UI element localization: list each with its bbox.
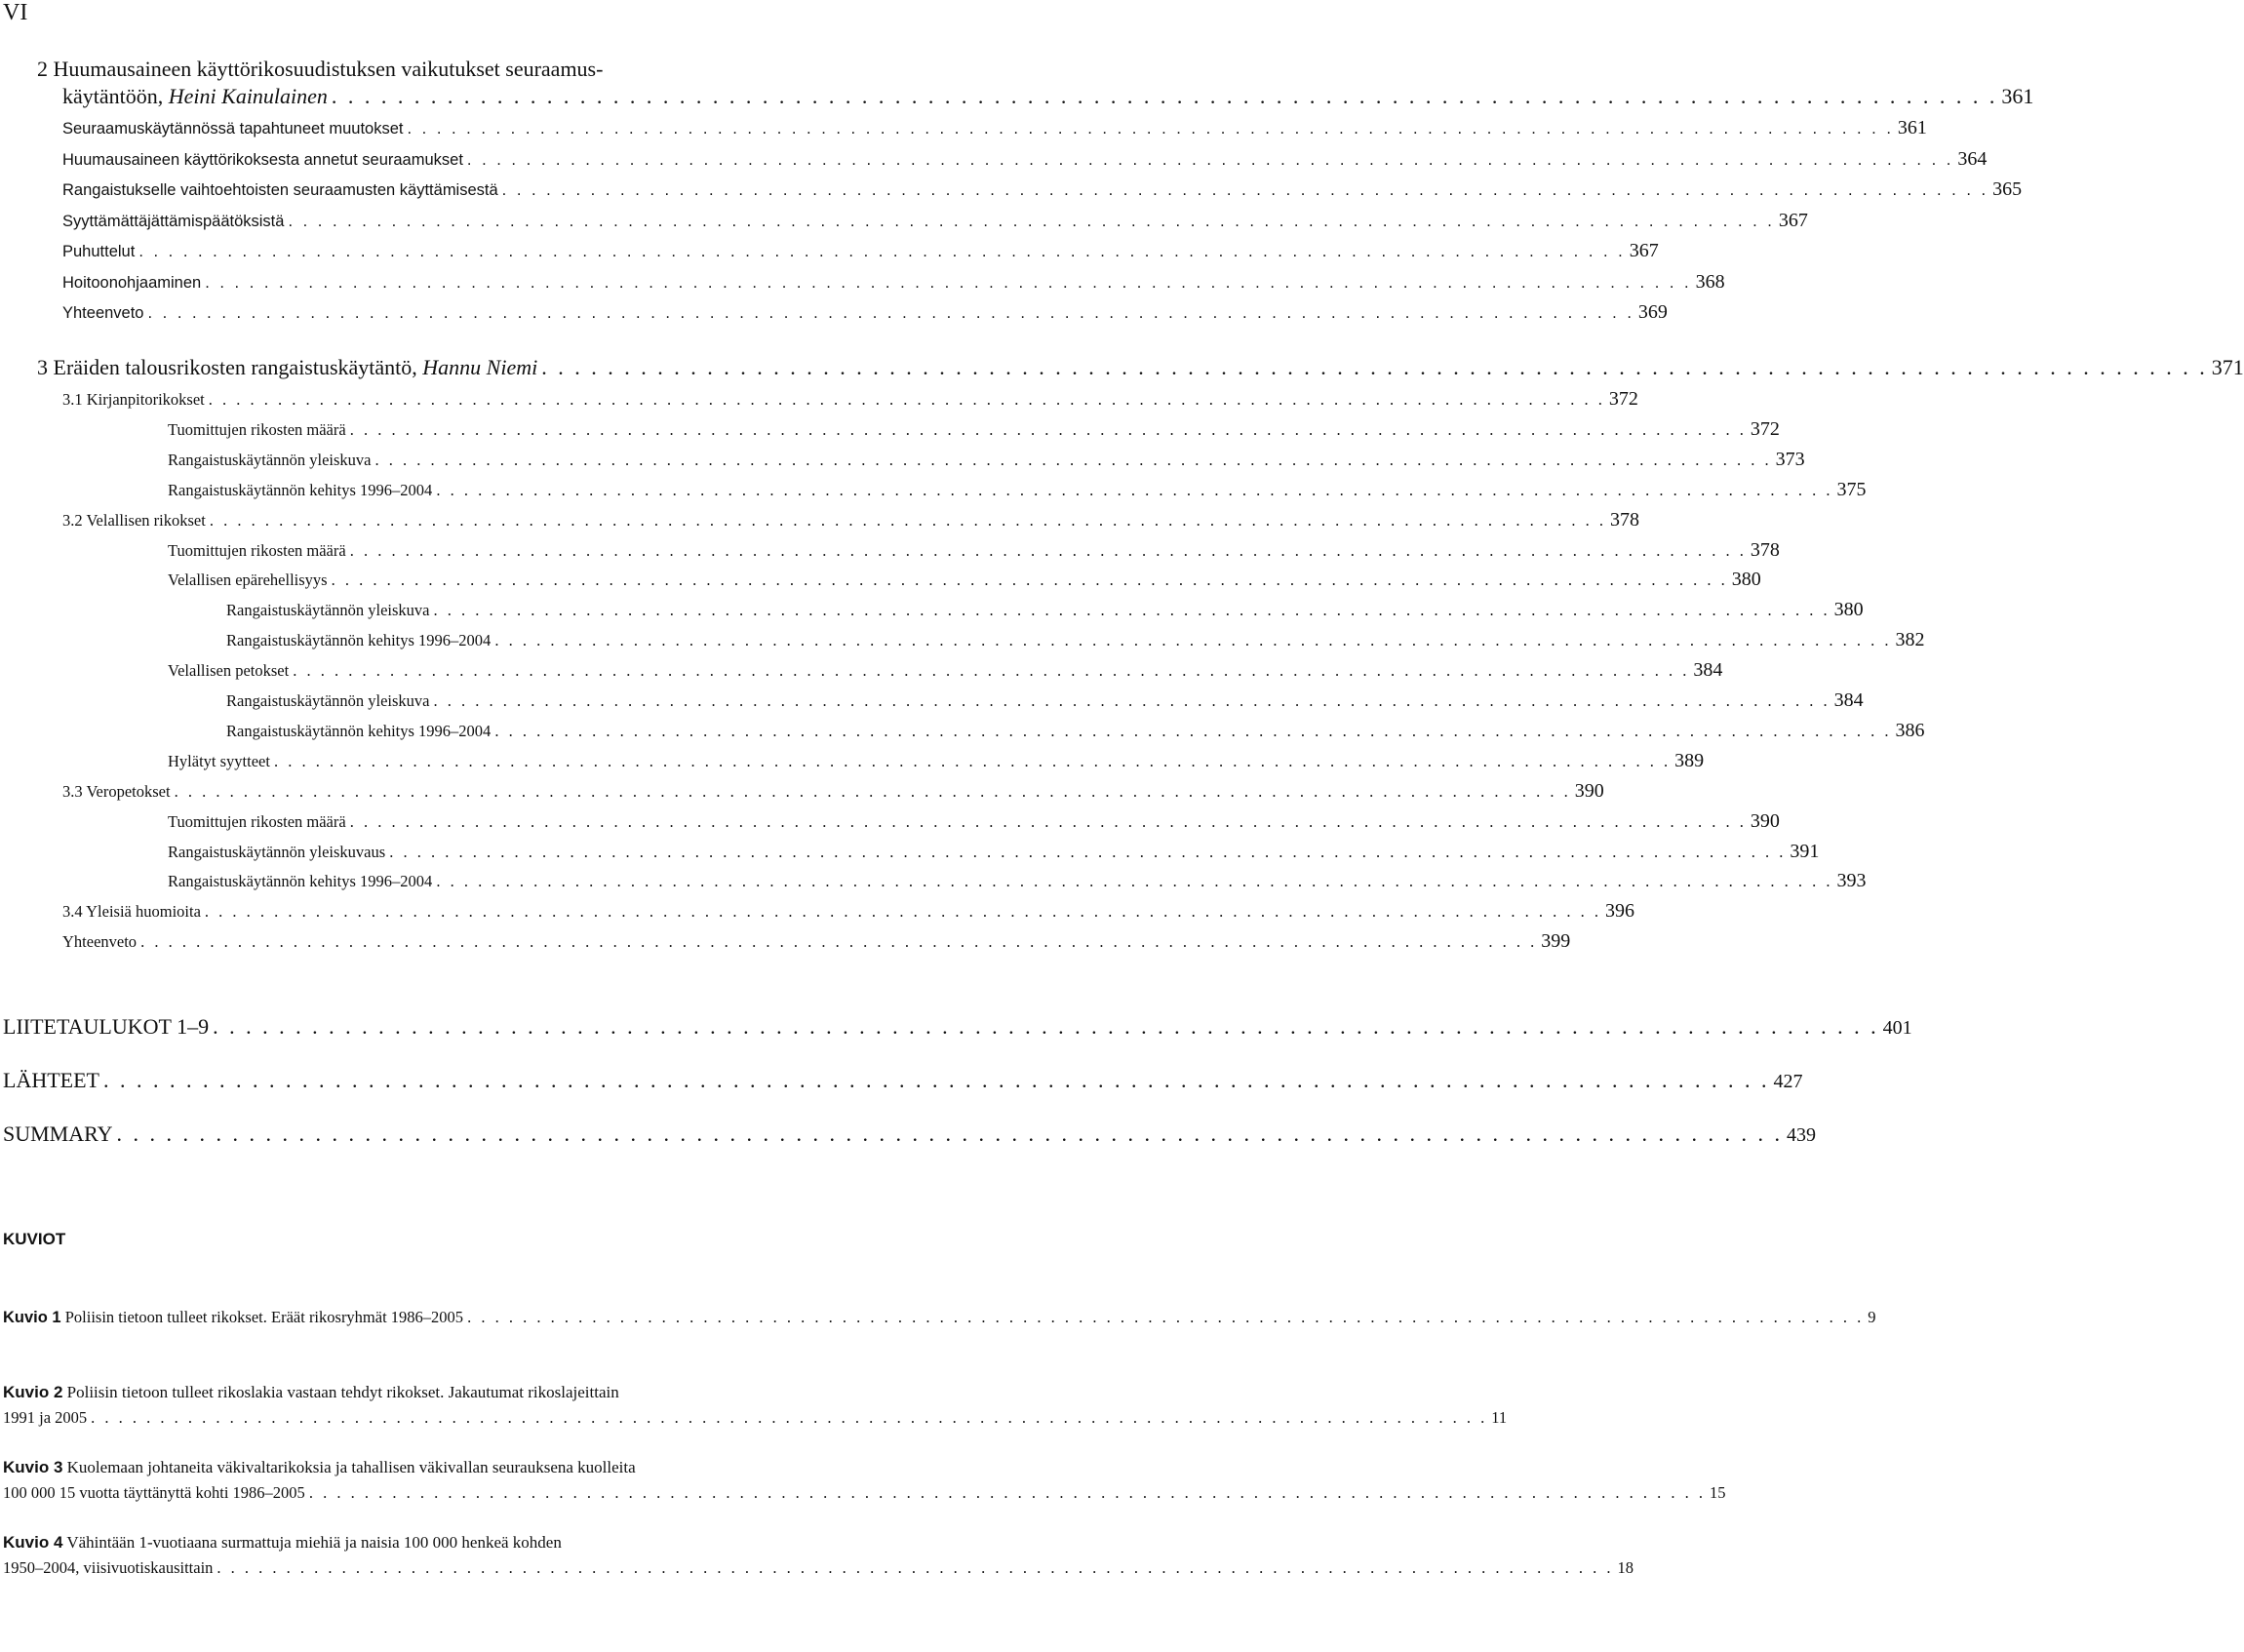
- chapter2-entry[interactable]: [62, 178, 2023, 201]
- chapter2-entry[interactable]: [62, 240, 1659, 262]
- chapter3-entry-label: Tuomittujen rikosten määrä: [168, 811, 346, 831]
- dot-leader: . . . . . . . . . . . . . . . . . . . . . . . . . . . . . . . . . . . . . . . . . . . . . . . . . . . . . . . . . . . . . . . . . . . . . . . . . . . . . . . . . . . . . . . . . . . . . . . . . . . . .: [174, 781, 1571, 801]
- dot-leader: . . . . . . . . . . . . . . . . . . . . . . . . . . . . . . . . . . . . . . . . . . . . . . . . . . . . . . . . . . . . . . . . . . . . . . . . . . . . . . . . . . . . . . . . . . . . . . . . . . . . .: [204, 902, 1602, 922]
- chapter3-entry-page: 386: [1895, 719, 1925, 741]
- dot-leader: . . . . . . . . . . . . . . . . . . . . . . . . . . . . . . . . . . . . . . . . . . . . . . . . . . . . . . . . . . . . . . . . . . . . . . . . . . . . . . . . . . . . . . . . . . . . . . . . . . . . .: [467, 1308, 1865, 1326]
- dot-leader: . . . . . . . . . . . . . . . . . . . . . . . . . . . . . . . . . . . . . . . . . . . . . . . . . . . . . . . . . . . . . . . . . . . . . . . . . . . . . . . . . . . . . . . . . . . . . . . . . . . . .: [213, 1014, 1879, 1039]
- chapter3-entry-page: 384: [1693, 659, 1723, 682]
- chapter2-entry[interactable]: [62, 270, 1725, 294]
- dot-leader: . . . . . . . . . . . . . . . . . . . . . . . . . . . . . . . . . . . . . . . . . . . . . . . . . . . . . . . . . . . . . . . . . . . . . . . . . . . . . . . . . . . . . . . . . . . . . . . . . . . . .: [147, 304, 1634, 322]
- chapter2-entry-page: 368: [1695, 270, 1725, 293]
- dot-leader: . . . . . . . . . . . . . . . . . . . . . . . . . . . . . . . . . . . . . . . . . . . . . . . . . . . . . . . . . . . . . . . . . . . . . . . . . . . . . . . . . . . . . . . . . . . . . . . . . . . . .: [140, 932, 1538, 952]
- appendix-entry-page: 427: [1773, 1071, 1803, 1092]
- figure-tag: Kuvio 1: [3, 1309, 61, 1326]
- dot-leader: . . . . . . . . . . . . . . . . . . . . . . . . . . . . . . . . . . . . . . . . . . . . . . . . . . . . . . . . . . . . . . . . . . . . . . . . . . . . . . . . . . . . . . . . . . . . . . . . . . . . .: [389, 842, 1787, 861]
- appendix-entry-page: 439: [1786, 1124, 1816, 1146]
- figure-entry[interactable]: [3, 1558, 1634, 1578]
- chapter3-entry-label: Rangaistuskäytännön kehitys 1996–2004: [226, 721, 492, 740]
- dot-leader: . . . . . . . . . . . . . . . . . . . . . . . . . . . . . . . . . . . . . . . . . . . . . . . . . . . . . . . . . . . . . . . . . . . . . . . . . . . . . . . . . . . . . . . . . . . . . . . . . . . . .: [541, 355, 2208, 379]
- figure-entry-page: 15: [1709, 1483, 1726, 1502]
- chapter3-entry[interactable]: [168, 538, 1780, 562]
- chapter3-entry-page: 372: [1608, 388, 1638, 410]
- chapter3-entry-label: Tuomittujen rikosten määrä: [168, 419, 346, 439]
- dot-leader: . . . . . . . . . . . . . . . . . . . . . . . . . . . . . . . . . . . . . . . . . . . . . . . . . . . . . . . . . . . . . . . . . . . . . . . . . . . . . . . . . . . . . . . . . . . . . . . . . . . . .: [407, 120, 1894, 138]
- chapter3-entry-label: Velallisen petokset: [168, 661, 290, 681]
- chapter3-entry-label: Rangaistuskäytännön kehitys 1996–2004: [168, 872, 433, 891]
- figure-entry-label: 1991 ja 2005: [3, 1408, 88, 1427]
- chapter3-entry-page: 378: [1609, 508, 1639, 531]
- dot-leader: . . . . . . . . . . . . . . . . . . . . . . . . . . . . . . . . . . . . . . . . . . . . . . . . . . . . . . . . . . . . . . . . . . . . . . . . . . . . . . . . . . . . . . . . . . . . . . . . . . . . .: [349, 419, 1747, 439]
- dot-leader: . . . . . . . . . . . . . . . . . . . . . . . . . . . . . . . . . . . . . . . . . . . . . . . . . . . . . . . . . . . . . . . . . . . . . . . . . . . . . . . . . . . . . . . . . . . . . . . . . . . . .: [208, 390, 1605, 409]
- chapter3-entry-page: 380: [1731, 569, 1761, 591]
- dot-leader: . . . . . . . . . . . . . . . . . . . . . . . . . . . . . . . . . . . . . . . . . . . . . . . . . . . . . . . . . . . . . . . . . . . . . . . . . . . . . . . . . . . . . . . . . . . . . . . . . . . . .: [374, 450, 1772, 469]
- chapter3-entry[interactable]: [168, 809, 1780, 833]
- chapter3-entry-label: Hylätyt syytteet: [168, 751, 270, 770]
- dot-leader: . . . . . . . . . . . . . . . . . . . . . . . . . . . . . . . . . . . . . . . . . . . . . . . . . . . . . . . . . . . . . . . . . . . . . . . . . . . . . . . . . . . . . . . . . . . . . . . . . . . . .: [501, 181, 1989, 199]
- dot-leader: . . . . . . . . . . . . . . . . . . . . . . . . . . . . . . . . . . . . . . . . . . . . . . . . . . . . . . . . . . . . . . . . . . . . . . . . . . . . . . . . . . . . . . . . . . . . . . . . . . . . .: [494, 631, 1892, 650]
- chapter3-entry-label: 3.2 Velallisen rikokset: [62, 510, 206, 530]
- chapter3-entry-page: 391: [1790, 840, 1820, 862]
- chapter3-entry-page: 399: [1541, 930, 1571, 953]
- dot-leader: . . . . . . . . . . . . . . . . . . . . . . . . . . . . . . . . . . . . . . . . . . . . . . . . . . . . . . . . . . . . . . . . . . . . . . . . . . . . . . . . . . . . . . . . . . . . . . . . . . . . .: [466, 150, 1954, 169]
- chapter2-entry-label: Rangaistukselle vaihtoehtoisten seuraamusten käyttämisestä: [62, 181, 498, 199]
- dot-leader: . . . . . . . . . . . . . . . . . . . . . . . . . . . . . . . . . . . . . . . . . . . . . . . . . . . . . . . . . . . . . . . . . . . . . . . . . . . . . . . . . . . . . . . . . . . . . . . . . . . . .: [116, 1121, 1783, 1146]
- figure-entry-page: 11: [1491, 1408, 1508, 1427]
- chapter2-entry-page: 369: [1637, 301, 1668, 323]
- dot-leader: . . . . . . . . . . . . . . . . . . . . . . . . . . . . . . . . . . . . . . . . . . . . . . . . . . . . . . . . . . . . . . . . . . . . . . . . . . . . . . . . . . . . . . . . . . . . . . . . . . . . .: [349, 811, 1747, 831]
- chapter3-entry[interactable]: [168, 870, 1867, 892]
- chapter3-entry-page: 384: [1833, 689, 1864, 711]
- dot-leader: . . . . . . . . . . . . . . . . . . . . . . . . . . . . . . . . . . . . . . . . . . . . . . . . . . . . . . . . . . . . . . . . . . . . . . . . . . . . . . . . . . . . . . . . . . . . . . . . . . . . .: [273, 751, 1672, 770]
- chapter3-entry-label: 3.1 Kirjanpitorikokset: [62, 390, 205, 409]
- chapter3-entry-page: 380: [1833, 599, 1864, 621]
- chapter2-entry-label: Hoitoonohjaaminen: [62, 273, 202, 292]
- chapter3-page: 371: [2211, 355, 2244, 379]
- chapter3-entry-page: 390: [1574, 779, 1604, 802]
- figure-entry[interactable]: [3, 1308, 1876, 1327]
- dot-leader: . . . . . . . . . . . . . . . . . . . . . . . . . . . . . . . . . . . . . . . . . . . . . . . . . . . . . . . . . . . . . . . . . . . . . . . . . . . . . . . . . . . . . . . . . . . . . . . . . . . . .: [217, 1558, 1614, 1577]
- chapter3-entry-label: Rangaistuskäytännön yleiskuva: [226, 601, 430, 620]
- chapter3-entry[interactable]: [62, 508, 1639, 531]
- dot-leader: . . . . . . . . . . . . . . . . . . . . . . . . . . . . . . . . . . . . . . . . . . . . . . . . . . . . . . . . . . . . . . . . . . . . . . . . . . . . . . . . . . . . . . . . . . . . . . . . . . . . .: [102, 1068, 1770, 1092]
- chapter3-entry-label: Yhteenveto: [62, 932, 138, 952]
- chapter2-entry[interactable]: [62, 147, 1988, 171]
- chapter3-entry[interactable]: [62, 900, 1635, 923]
- chapter3-entry[interactable]: [62, 388, 1638, 411]
- chapter2-author: Heini Kainulainen: [168, 84, 328, 108]
- figure-entry-line1: [3, 1383, 619, 1402]
- chapter3-entry-label: Rangaistuskäytännön yleiskuvaus: [168, 842, 386, 861]
- chapter3-entry-label: Tuomittujen rikosten määrä: [168, 540, 346, 560]
- chapter3-entry-label: Rangaistuskäytännön yleiskuva: [226, 691, 430, 710]
- dot-leader: . . . . . . . . . . . . . . . . . . . . . . . . . . . . . . . . . . . . . . . . . . . . . . . . . . . . . . . . . . . . . . . . . . . . . . . . . . . . . . . . . . . . . . . . . . . . . . . . . . . . .: [433, 601, 1831, 620]
- appendix-entry-label: LIITETAULUKOT 1–9: [3, 1014, 210, 1039]
- chapter2-entry-label: Puhuttelut: [62, 243, 136, 260]
- chapter3-entry-label: 3.4 Yleisiä huomioita: [62, 902, 201, 922]
- chapter3-entry-label: Velallisen epärehellisyys: [168, 570, 328, 590]
- dot-leader: . . . . . . . . . . . . . . . . . . . . . . . . . . . . . . . . . . . . . . . . . . . . . . . . . . . . . . . . . . . . . . . . . . . . . . . . . . . . . . . . . . . . . . . . . . . . . . . . . . . . .: [331, 570, 1728, 590]
- figures-heading: KUVIOT: [3, 1230, 66, 1248]
- chapter2-title-prefix: käytäntöön,: [62, 84, 169, 108]
- chapter3-entry[interactable]: [226, 689, 1864, 712]
- chapter2-entry[interactable]: [62, 117, 1927, 139]
- chapter3-entry-page: 396: [1605, 900, 1635, 923]
- figure-entry[interactable]: [3, 1483, 1726, 1503]
- dot-leader: . . . . . . . . . . . . . . . . . . . . . . . . . . . . . . . . . . . . . . . . . . . . . . . . . . . . . . . . . . . . . . . . . . . . . . . . . . . . . . . . . . . . . . . . . . . . . . . . . . . . .: [436, 480, 1833, 499]
- chapter3-entry-page: 393: [1836, 870, 1867, 892]
- page-marker: VI: [3, 0, 28, 25]
- figure-entry-line1: [3, 1458, 636, 1477]
- chapter3-entry[interactable]: [62, 779, 1604, 803]
- figure-caption-line1: Poliisin tietoon tulleet rikoslakia vastaan tehdyt rikokset. Jakautumat rikoslajeittain: [66, 1383, 619, 1401]
- figure-entry-page: 18: [1617, 1558, 1634, 1577]
- figure-caption-line1: Kuolemaan johtaneita väkivaltarikoksia ja tahallisen väkivallan seurauksena kuolleita: [66, 1458, 636, 1476]
- chapter3-title-prefix: 3 Eräiden talousrikosten rangaistuskäytäntö,: [37, 355, 423, 379]
- figure-tag: Kuvio 4: [3, 1533, 63, 1552]
- chapter2-entry-label: Huumausaineen käyttörikoksesta annetut seuraamukset: [62, 150, 463, 169]
- chapter3-entry[interactable]: [226, 599, 1864, 621]
- chapter2-entry[interactable]: [62, 301, 1668, 324]
- chapter2-entry-label: Syyttämättäjättämispäätöksistä: [62, 212, 285, 230]
- figure-tag: Kuvio 3: [3, 1458, 63, 1476]
- chapter3-entry[interactable]: [168, 749, 1705, 772]
- dot-leader: . . . . . . . . . . . . . . . . . . . . . . . . . . . . . . . . . . . . . . . . . . . . . . . . . . . . . . . . . . . . . . . . . . . . . . . . . . . . . . . . . . . . . . . . . . . . . . . . . . . . .: [209, 510, 1606, 530]
- figure-entry-page: 9: [1868, 1308, 1876, 1326]
- figure-entry-label: 1950–2004, viisivuotiskausittain: [3, 1558, 214, 1577]
- chapter3-entry-page: 373: [1775, 448, 1805, 470]
- chapter2-entry[interactable]: [62, 209, 1808, 232]
- chapter3-entry-label: Rangaistuskäytännön yleiskuva: [168, 450, 372, 469]
- figure-caption-line1: Vähintään 1-vuotiaana surmattuja miehiä ja naisia 100 000 henkeä kohden: [66, 1533, 562, 1552]
- dot-leader: . . . . . . . . . . . . . . . . . . . . . . . . . . . . . . . . . . . . . . . . . . . . . . . . . . . . . . . . . . . . . . . . . . . . . . . . . . . . . . . . . . . . . . . . . . . . . . . . . . . . .: [308, 1483, 1706, 1502]
- dot-leader: . . . . . . . . . . . . . . . . . . . . . . . . . . . . . . . . . . . . . . . . . . . . . . . . . . . . . . . . . . . . . . . . . . . . . . . . . . . . . . . . . . . . . . . . . . . . . . . . . . . . .: [205, 273, 1692, 292]
- appendix-entry[interactable]: [3, 1121, 1816, 1147]
- chapter2-entry-page: 364: [1957, 147, 1988, 170]
- dot-leader: . . . . . . . . . . . . . . . . . . . . . . . . . . . . . . . . . . . . . . . . . . . . . . . . . . . . . . . . . . . . . . . . . . . . . . . . . . . . . . . . . . . . . . . . . . . . . . . . . . . . .: [331, 84, 1998, 108]
- dot-leader: . . . . . . . . . . . . . . . . . . . . . . . . . . . . . . . . . . . . . . . . . . . . . . . . . . . . . . . . . . . . . . . . . . . . . . . . . . . . . . . . . . . . . . . . . . . . . . . . . . . . .: [349, 540, 1747, 560]
- dot-leader: . . . . . . . . . . . . . . . . . . . . . . . . . . . . . . . . . . . . . . . . . . . . . . . . . . . . . . . . . . . . . . . . . . . . . . . . . . . . . . . . . . . . . . . . . . . . . . . . . . . . .: [436, 872, 1833, 891]
- figure-entry-line1: [3, 1533, 562, 1553]
- dot-leader: . . . . . . . . . . . . . . . . . . . . . . . . . . . . . . . . . . . . . . . . . . . . . . . . . . . . . . . . . . . . . . . . . . . . . . . . . . . . . . . . . . . . . . . . . . . . . . . . . . . . .: [288, 212, 1775, 230]
- chapter3-entry-page: 390: [1750, 809, 1780, 832]
- chapter3-entry[interactable]: [168, 569, 1761, 591]
- chapter3-title-row[interactable]: [37, 355, 2244, 380]
- chapter3-entry-page: 375: [1836, 478, 1867, 500]
- dot-leader: . . . . . . . . . . . . . . . . . . . . . . . . . . . . . . . . . . . . . . . . . . . . . . . . . . . . . . . . . . . . . . . . . . . . . . . . . . . . . . . . . . . . . . . . . . . . . . . . . . . . .: [293, 661, 1690, 681]
- figure-entry-label: 100 000 15 vuotta täyttänyttä kohti 1986–2005: [3, 1483, 305, 1502]
- chapter2-entry-page: 367: [1629, 240, 1659, 261]
- chapter3-entry-page: 378: [1750, 538, 1780, 561]
- chapter3-author: Hannu Niemi: [422, 355, 538, 379]
- chapter2-page: 361: [2001, 84, 2034, 108]
- chapter3-entry-page: 372: [1750, 417, 1780, 440]
- figure-entry[interactable]: [3, 1408, 1508, 1428]
- chapter2-title-row[interactable]: [62, 84, 2034, 109]
- chapter3-entry[interactable]: [168, 417, 1780, 441]
- chapter3-entry[interactable]: [168, 840, 1820, 863]
- chapter2-title-line1: 2 Huumausaineen käyttörikosuudistuksen vaikutukset seuraamus-: [37, 57, 604, 81]
- appendix-entry-page: 401: [1882, 1017, 1912, 1039]
- figure-tag: Kuvio 2: [3, 1383, 63, 1401]
- appendix-entry[interactable]: [3, 1014, 1912, 1040]
- chapter3-entry[interactable]: [226, 629, 1925, 651]
- chapter3-entry-page: 389: [1674, 749, 1705, 771]
- chapter2-entry-label: Yhteenveto: [62, 304, 144, 322]
- chapter3-entry-label: 3.3 Veropetokset: [62, 781, 171, 801]
- chapter2-entry-label: Seuraamuskäytännössä tapahtuneet muutokset: [62, 120, 404, 138]
- figure-caption-line1: Poliisin tietoon tulleet rikokset. Eräät rikosryhmät 1986–2005: [64, 1308, 464, 1326]
- dot-leader: . . . . . . . . . . . . . . . . . . . . . . . . . . . . . . . . . . . . . . . . . . . . . . . . . . . . . . . . . . . . . . . . . . . . . . . . . . . . . . . . . . . . . . . . . . . . . . . . . . . . .: [494, 721, 1892, 740]
- chapter3-entry-label: Rangaistuskäytännön kehitys 1996–2004: [168, 480, 433, 499]
- appendix-entry-label: SUMMARY: [3, 1121, 113, 1146]
- figure-entry-label: [3, 1308, 463, 1327]
- chapter3-entry[interactable]: [168, 448, 1805, 471]
- chapter3-entry[interactable]: [226, 719, 1925, 742]
- dot-leader: . . . . . . . . . . . . . . . . . . . . . . . . . . . . . . . . . . . . . . . . . . . . . . . . . . . . . . . . . . . . . . . . . . . . . . . . . . . . . . . . . . . . . . . . . . . . . . . . . . . . .: [433, 691, 1831, 710]
- appendix-entry[interactable]: [3, 1068, 1803, 1093]
- chapter3-entry-label: Rangaistuskäytännön kehitys 1996–2004: [226, 631, 492, 650]
- chapter2-entry-page: 365: [1992, 178, 2023, 200]
- chapter2-entry-page: 367: [1778, 209, 1808, 231]
- dot-leader: . . . . . . . . . . . . . . . . . . . . . . . . . . . . . . . . . . . . . . . . . . . . . . . . . . . . . . . . . . . . . . . . . . . . . . . . . . . . . . . . . . . . . . . . . . . . . . . . . . . . .: [91, 1408, 1488, 1427]
- appendix-entry-label: LÄHTEET: [3, 1068, 99, 1092]
- dot-leader: . . . . . . . . . . . . . . . . . . . . . . . . . . . . . . . . . . . . . . . . . . . . . . . . . . . . . . . . . . . . . . . . . . . . . . . . . . . . . . . . . . . . . . . . . . . . . . . . . . . . .: [138, 243, 1626, 260]
- chapter3-entry-page: 382: [1895, 629, 1925, 651]
- chapter3-entry[interactable]: [62, 930, 1571, 953]
- chapter2-entry-page: 361: [1897, 117, 1927, 138]
- chapter3-entry[interactable]: [168, 478, 1867, 501]
- chapter3-entry[interactable]: [168, 659, 1723, 682]
